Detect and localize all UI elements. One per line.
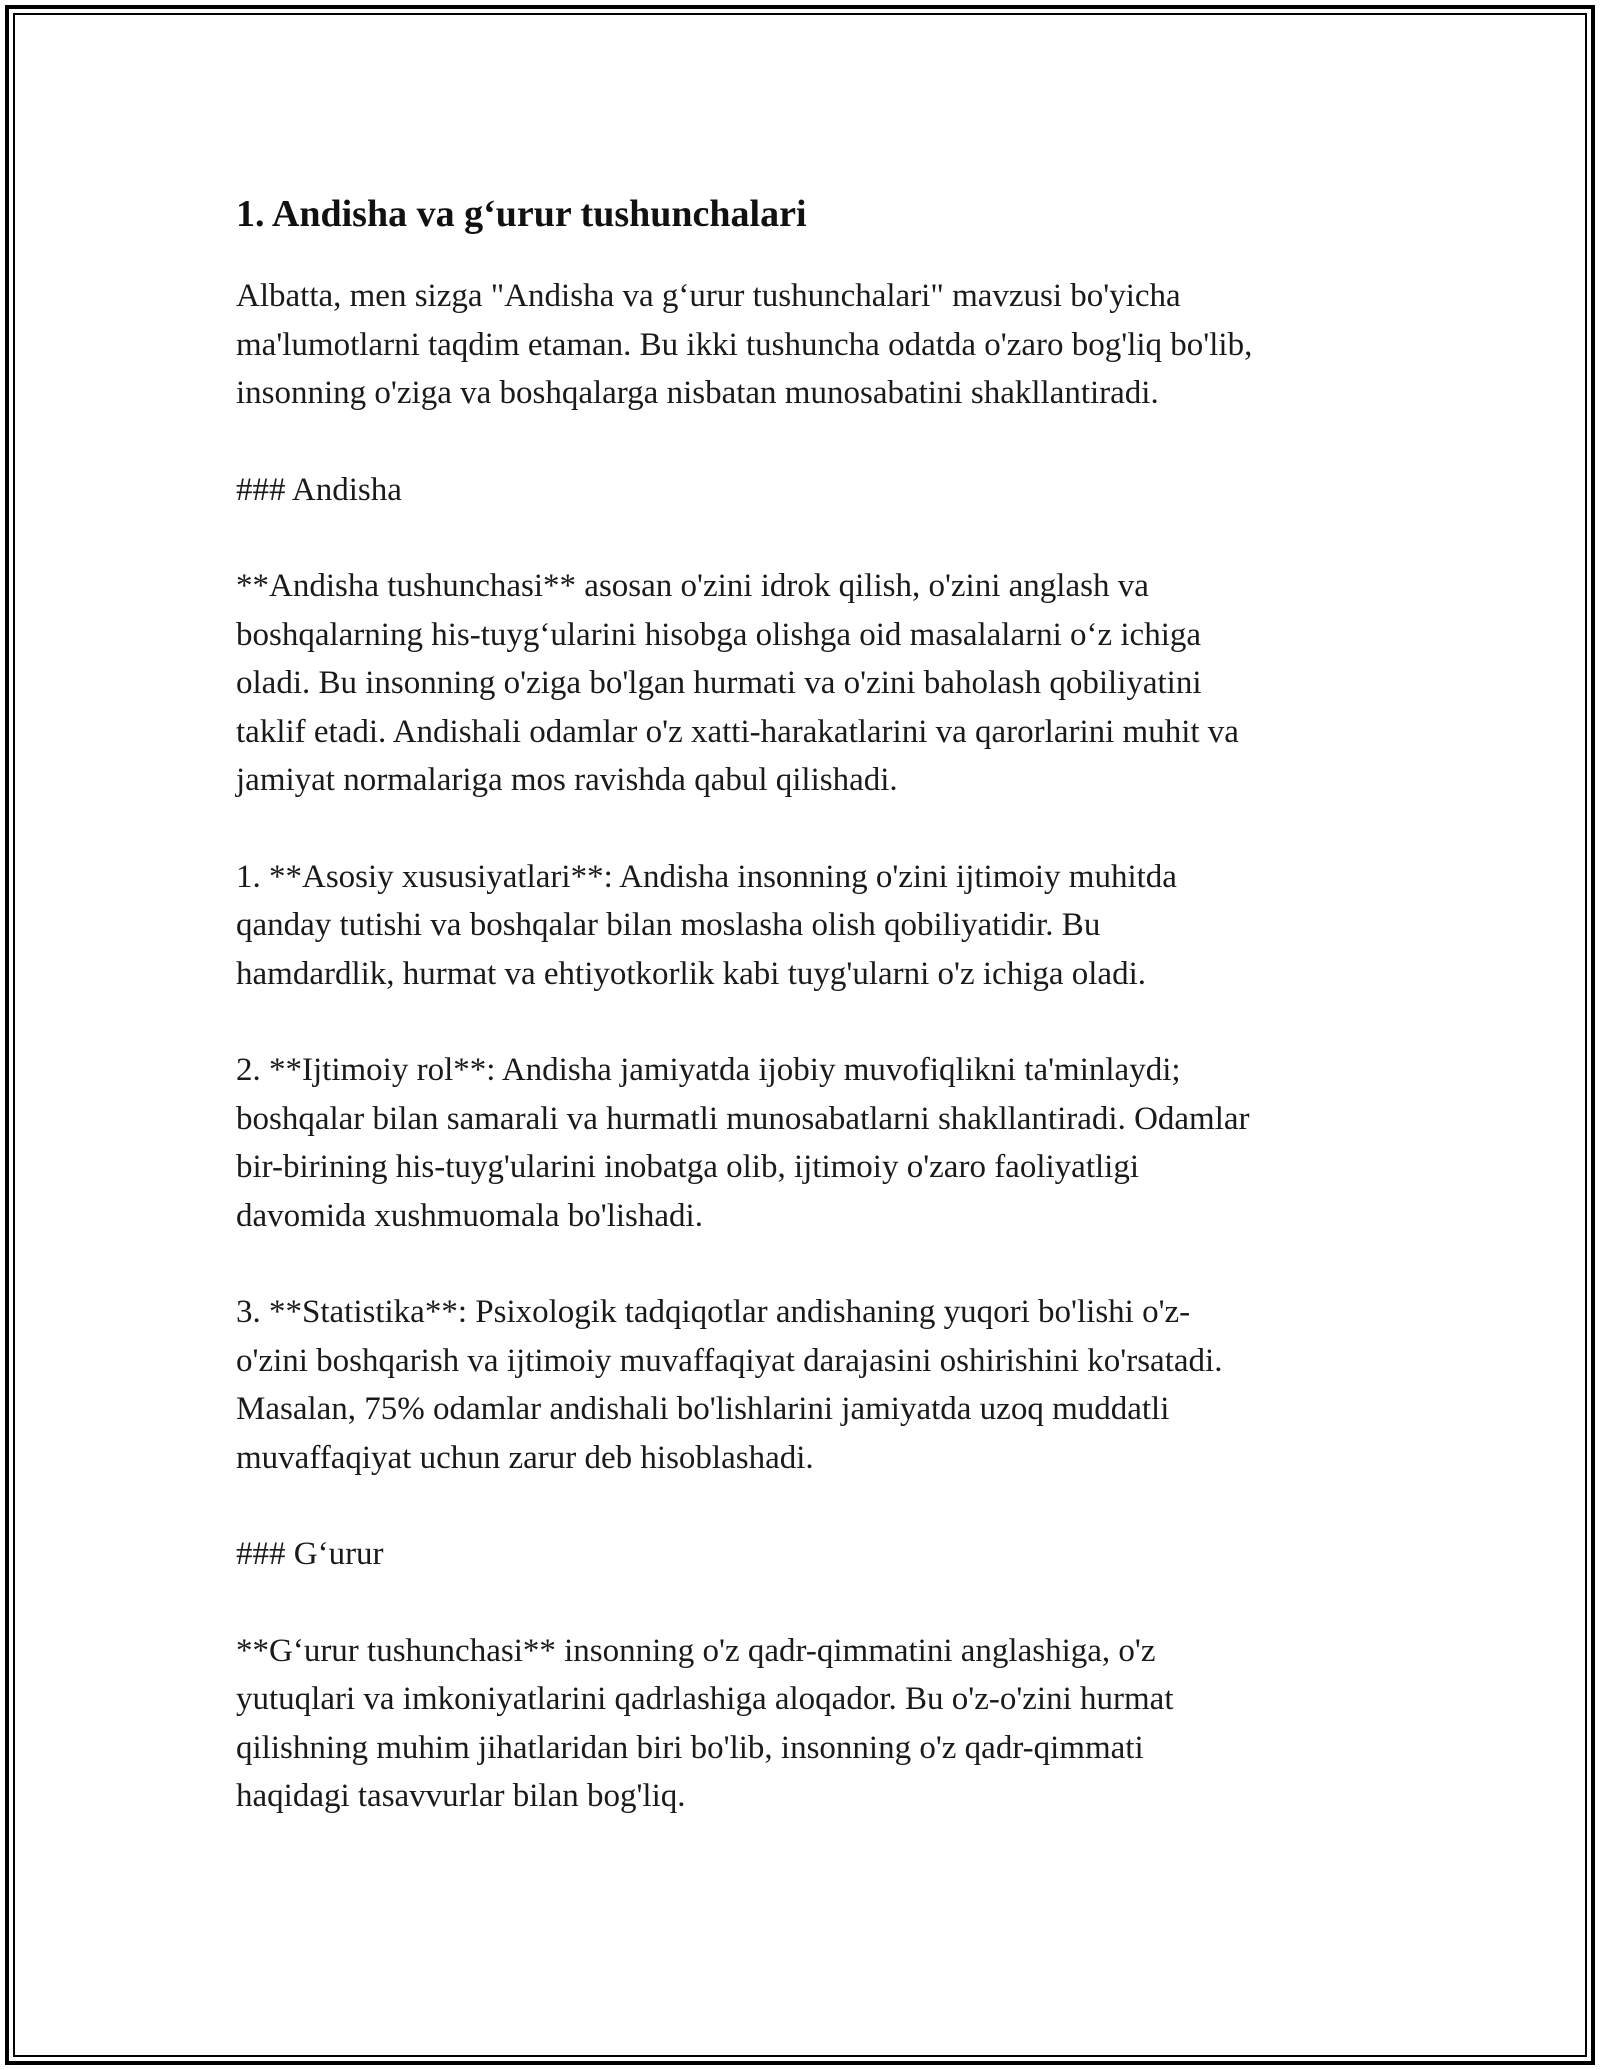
gurur-definition-paragraph: **G‘urur tushunchasi** insonning o'z qadr-qimmatini anglashiga, o'z yutuqlari va imkoniyatlarini qadrlashiga aloqador. Bu o'z-o'zini hurmat qilishning muhim jihatlaridan biri bo'lib, insonning o'z qadr-qimmati haqidagi tasavvurlar bilan bog'liq. <box>236 1632 1174 1814</box>
andisha-definition-paragraph: **Andisha tushunchasi** asosan o'zini idrok qilish, o'zini anglash va boshqalarning his-tuyg‘ularini hisobga olishga oid masalalarni o‘z ichiga oladi. Bu insonning o'ziga bo'lgan hurmati va o'zini baholash qobiliyatini taklif etadi. Andishali odamlar o'z xatti-harakatlarini va qarorlarini muhit va jamiyat normalariga mos ravishda qabul qilishadi. <box>236 568 1239 798</box>
page-title: 1. Andisha va g‘urur tushunchalari <box>236 193 807 235</box>
list-item-statistika: 3. **Statistika**: Psixologik tadqiqotlar andishaning yuqori bo'lishi o'z- o'zini boshqarish va ijtimoiy muvaffaqiyat darajasini oshirishini ko'rsatadi. Masalan, 75% odamlar andishali bo'lishlarini jamiyatda uzoq muddatli muvaffaqiyat uchun zarur deb hisoblashadi. <box>236 1294 1223 1476</box>
section-heading-andisha: ### Andisha <box>236 471 402 508</box>
list-item-asosiy-xususiyatlari: 1. **Asosiy xususiyatlari**: Andisha insonning o'zini ijtimoiy muhitda qanday tutishi va boshqalar bilan moslasha olish qobiliyatidir. Bu hamdardlik, hurmat va ehtiyotkorlik kabi tuyg'ularni o'z ichiga oladi. <box>236 858 1177 992</box>
section-heading-gurur: ### G‘urur <box>236 1536 384 1572</box>
document-page <box>236 190 1376 1869</box>
intro-paragraph: Albatta, men sizga "Andisha va g‘urur tushunchalari" mavzusi bo'yicha ma'lumotlarni taqdim etaman. Bu ikki tushuncha odatda o'zaro bog'liq bo'lib, insonning o'ziga va boshqalarga nisbatan munosabatini shakllantiradi. <box>236 278 1253 411</box>
list-item-ijtimoiy-rol: 2. **Ijtimoiy rol**: Andisha jamiyatda ijobiy muvofiqlikni ta'minlaydi; boshqalar bilan samarali va hurmatli munosabatlarni shakllantiradi. Odamlar bir-birining his-tuyg'ularini inobatga olib, ijtimoiy o'zaro faoliyatligi davomida xushmuomala bo'lishadi. <box>236 1052 1250 1234</box>
